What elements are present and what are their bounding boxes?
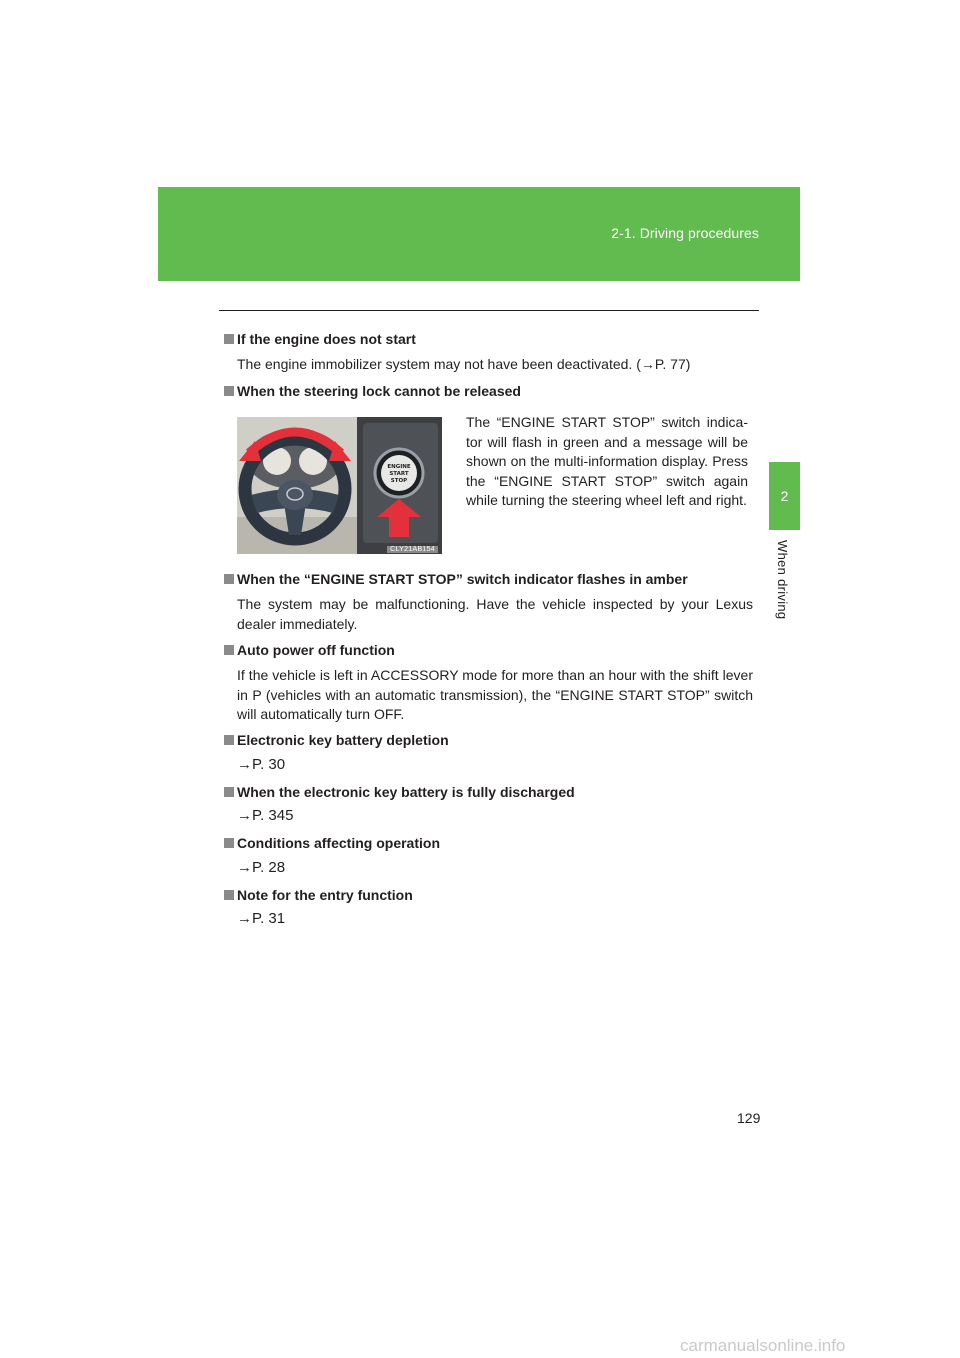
section-body: The “ENGINE START STOP” switch indica-tor will flash in green and a message will be shown on the multi-information display. Press the “ENGINE START STOP” switch again while turning the steering wheel left and right. — [466, 414, 748, 508]
button-text-stop: STOP — [390, 478, 408, 484]
figure-code: CLY21AB154 — [387, 546, 438, 553]
section-heading: When the “ENGINE START STOP” switch indicator flashes in amber — [224, 571, 688, 587]
square-bullet-icon — [224, 645, 234, 655]
section-body: If the vehicle is left in ACCESSORY mode for more than an hour with the shift lever in P (vehicles with an automatic transmission), the “ENGINE START STOP” switch will automatically turn OFF. — [237, 667, 753, 722]
square-bullet-icon — [224, 838, 234, 848]
button-text-engine: ENGINE — [387, 464, 411, 470]
section-title: 2-1. Driving procedures — [611, 225, 759, 241]
section-heading: Conditions affecting operation — [224, 835, 440, 851]
square-bullet-icon — [224, 890, 234, 900]
section-heading: Auto power off function — [224, 642, 395, 658]
square-bullet-icon — [224, 334, 234, 344]
section-heading: If the engine does not start — [224, 331, 416, 347]
section-heading: When the steering lock cannot be released — [224, 383, 521, 399]
header-rule — [219, 310, 759, 311]
steering-wheel-illustration — [237, 417, 442, 554]
chapter-tab — [769, 462, 800, 530]
chapter-number: 2 — [780, 488, 789, 504]
page-reference[interactable]: →P. 31 — [237, 910, 286, 927]
square-bullet-icon — [224, 574, 234, 584]
page-reference[interactable]: →P. 30 — [237, 756, 286, 773]
section-heading: When the electronic key battery is fully discharged — [224, 784, 575, 800]
chapter-label: When driving — [775, 540, 790, 620]
page-reference[interactable]: →P. 345 — [237, 807, 294, 824]
square-bullet-icon — [224, 735, 234, 745]
square-bullet-icon — [224, 386, 234, 396]
header-band — [158, 187, 800, 281]
section-body: The engine immobilizer system may not have been deactivated. (→P. 77) — [237, 356, 691, 372]
section-heading: Electronic key battery depletion — [224, 732, 449, 748]
steering-wheel-image — [237, 417, 442, 554]
section-body: The system may be malfunctioning. Have the vehicle inspected by your Lexus dealer immediately. — [237, 596, 753, 632]
button-text-start: START — [389, 471, 409, 477]
section-heading: Note for the entry function — [224, 887, 413, 903]
page-number: 129 — [737, 1110, 761, 1126]
page-reference[interactable]: →P. 28 — [237, 859, 286, 876]
square-bullet-icon — [224, 787, 234, 797]
watermark: carmanualsonline.info — [680, 1336, 846, 1355]
